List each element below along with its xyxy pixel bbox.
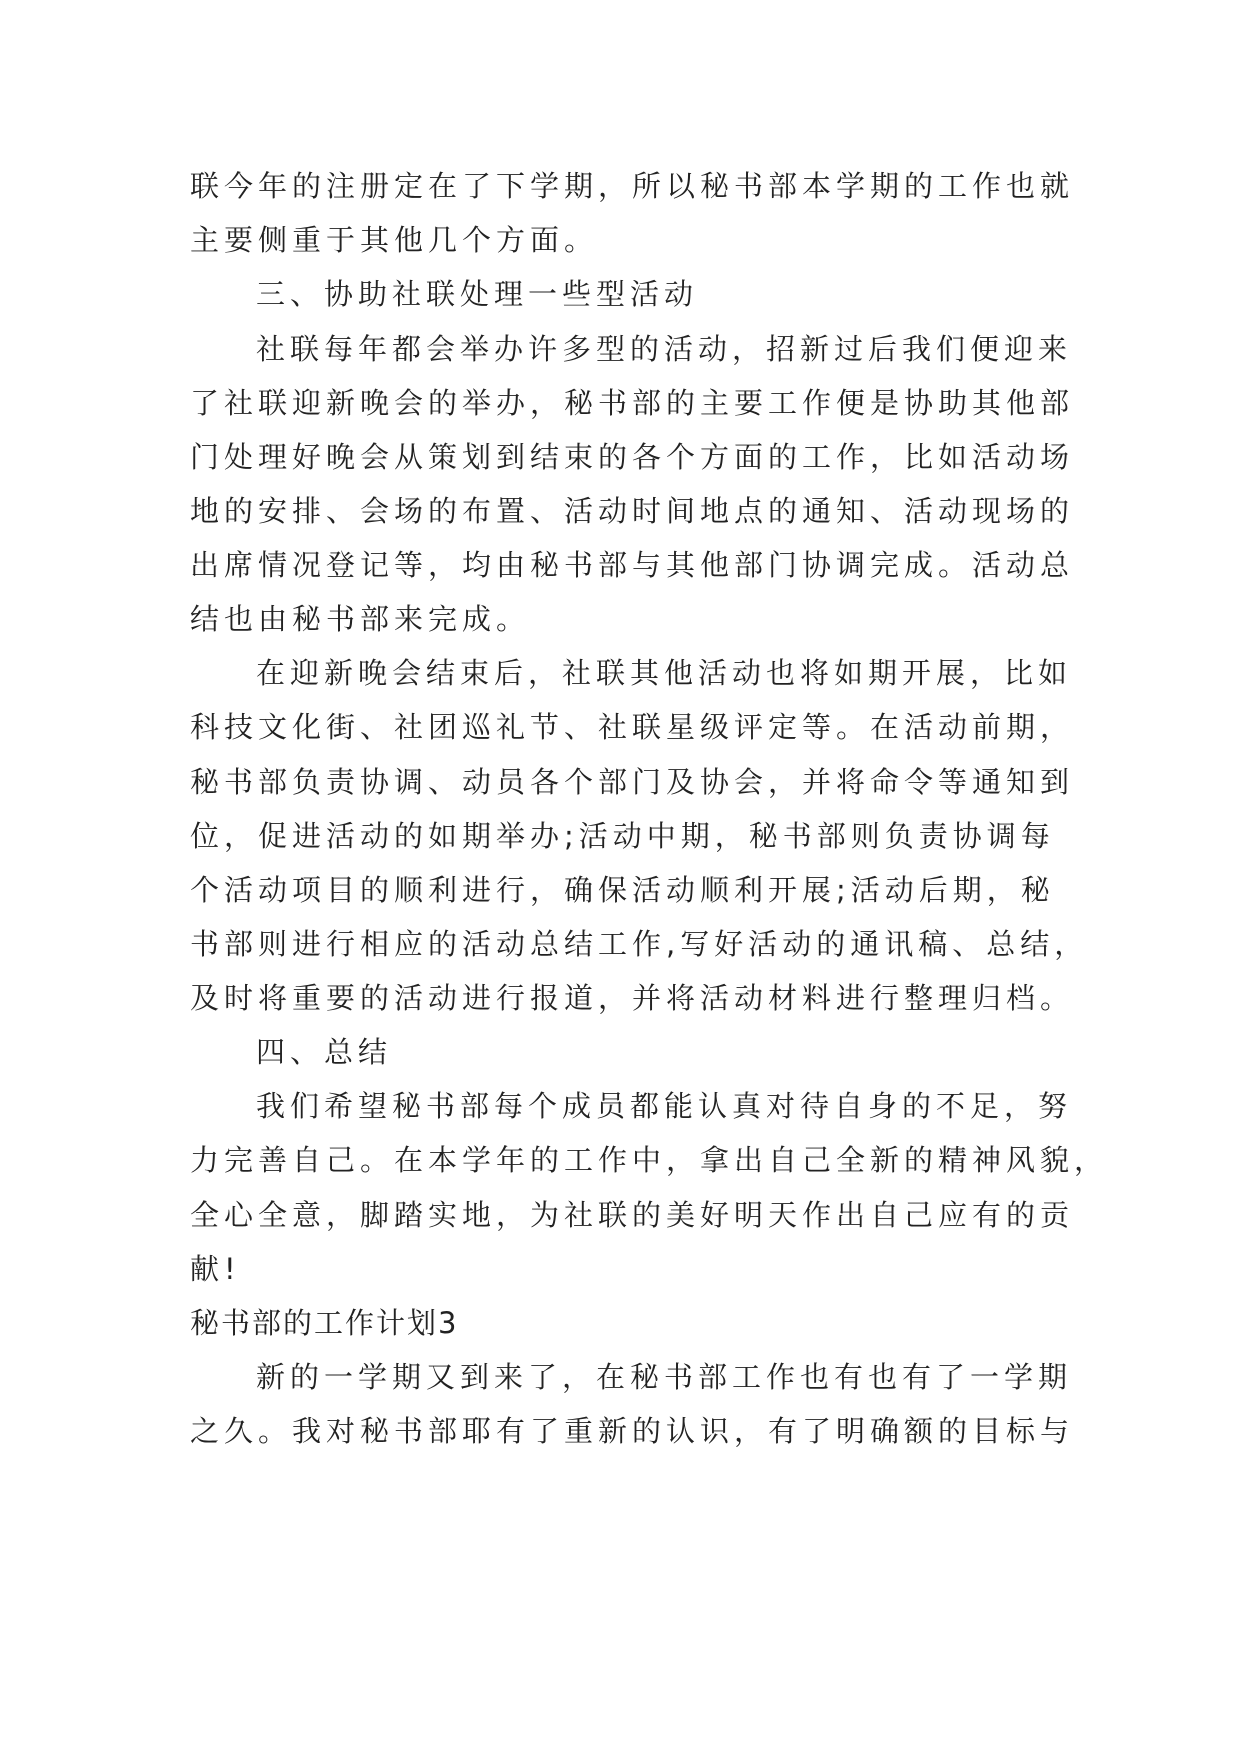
section-heading: 三、协助社联处理一些型活动 — [256, 277, 699, 311]
paragraph-line: 联今年的注册定在了下学期，所以秘书部本学期的工作也就 — [190, 169, 1075, 203]
section-heading: 四、总结 — [256, 1035, 393, 1069]
paragraph-line: 在迎新晚会结束后，社联其他活动也将如期开展，比如 — [256, 656, 1073, 690]
paragraph-line: 及时将重要的活动进行报道，并将活动材料进行整理归档。 — [190, 981, 1075, 1015]
paragraph-line: 我们希望秘书部每个成员都能认真对待自身的不足，努 — [256, 1089, 1073, 1123]
paragraph-line: 结也由秘书部来完成。 — [190, 602, 531, 636]
paragraph-line: 个活动项目的顺利进行，确保活动顺利开展;活动后期，秘 — [190, 873, 1055, 907]
paragraph-line: 全心全意，脚踏实地，为社联的美好明天作出自己应有的贡 — [190, 1198, 1075, 1232]
paragraph-line: 地的安排、会场的布置、活动时间地点的通知、活动现场的 — [190, 494, 1075, 528]
paragraph-line: 科技文化街、社团巡礼节、社联星级评定等。在活动前期， — [190, 710, 1075, 744]
paragraph-line: 献! — [190, 1252, 241, 1286]
paragraph-line: 新的一学期又到来了，在秘书部工作也有也有了一学期 — [256, 1360, 1073, 1394]
paragraph-line: 门处理好晚会从策划到结束的各个方面的工作，比如活动场 — [190, 440, 1075, 474]
paragraph-line: 社联每年都会举办许多型的活动，招新过后我们便迎来 — [256, 332, 1073, 366]
paragraph-line: 书部则进行相应的活动总结工作,写好活动的通讯稿、总结， — [190, 927, 1089, 961]
paragraph-line: 主要侧重于其他几个方面。 — [190, 223, 599, 257]
paragraph-line: 了社联迎新晚会的举办，秘书部的主要工作便是协助其他部 — [190, 386, 1075, 420]
paragraph-line: 秘书部负责协调、动员各个部门及协会，并将命令等通知到 — [190, 765, 1075, 799]
document-title: 秘书部的工作计划3 — [190, 1306, 459, 1340]
paragraph-line: 出席情况登记等，均由秘书部与其他部门协调完成。活动总 — [190, 548, 1075, 582]
paragraph-line: 力完善自己。在本学年的工作中，拿出自己全新的精神风貌， — [190, 1143, 1109, 1177]
paragraph-line: 之久。我对秘书部耶有了重新的认识，有了明确额的目标与 — [190, 1414, 1075, 1448]
paragraph-line: 位，促进活动的如期举办;活动中期，秘书部则负责协调每 — [190, 819, 1055, 853]
